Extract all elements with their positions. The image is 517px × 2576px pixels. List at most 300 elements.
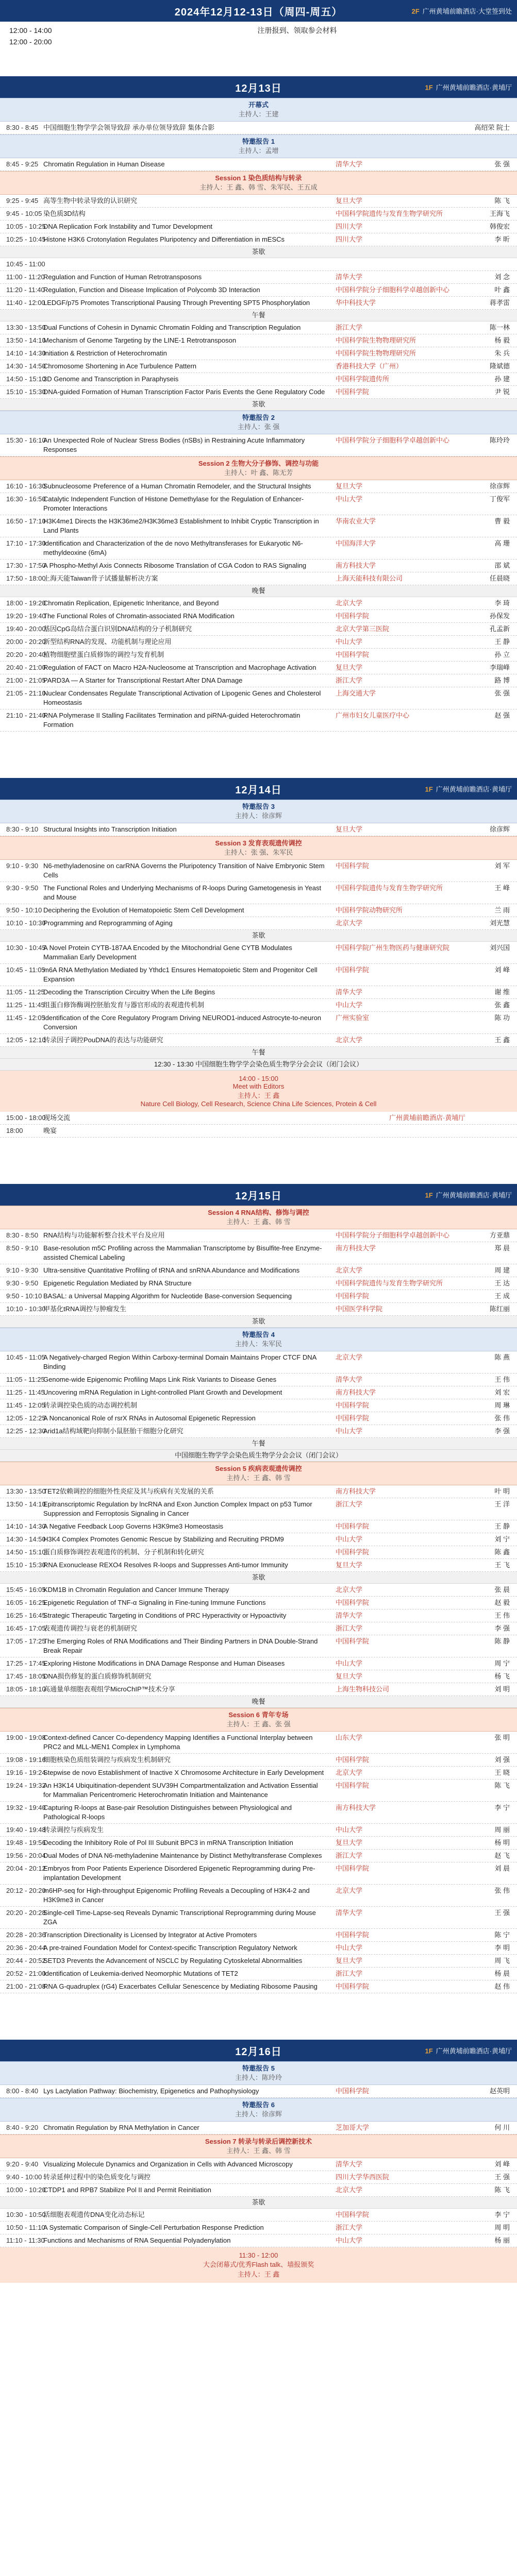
talk-time: 9:25 - 9:45 [6, 197, 39, 205]
talk-affiliation: 清华大学 [336, 1612, 363, 1619]
talk-row [0, 1546, 517, 1559]
talk-time: 16:05 - 16:25 [6, 1599, 46, 1606]
talk-row [0, 986, 517, 999]
talk-row [0, 1399, 517, 1412]
talk-speaker: 李 宁 [494, 1804, 510, 1811]
talk-row [0, 1780, 517, 1802]
talk-row [0, 709, 517, 732]
talk-time: 11:10 - 11:30 [6, 2236, 45, 2244]
talk-speaker: 赵 毅 [494, 1599, 510, 1606]
talk-affiliation: 中国科学院 [336, 1414, 370, 1422]
session-moderator: 主持人：王 鑫、韩 雪 [226, 1218, 291, 1226]
talk-speaker: 陈 飞 [494, 2186, 510, 2194]
day-header [0, 1184, 517, 1206]
talk-title: Context-defined Cancer Co-dependency Mapping Identifies a Functional Interplay between PRC2 and MLL-MEN1 Complex in Lymphoma [43, 1734, 313, 1751]
talk-title: An H3K14 Ubiquitination-dependent SUV39H Compartmentalization and Activation Essential for Mammalian Pericentromeric Heterochromatin Initiation and Maintenance [43, 1782, 318, 1799]
talk-title: Dual Functions of Cohesin in Dynamic Chromatin Folding and Transcription Regulation [43, 324, 301, 331]
talk-title: Regulation, Function and Disease Implication of Polycomb 3D Interaction [43, 286, 260, 294]
talk-row [0, 208, 517, 221]
talk-speaker: 叶 明 [494, 1487, 510, 1495]
talk-speaker: 朱 兵 [494, 349, 510, 357]
talk-row [0, 823, 517, 836]
talk-title: An Unexpected Role of Nuclear Stress Bodies (nSBs) in Restraining Acute Inflammatory Responses [43, 436, 305, 453]
talk-row [0, 360, 517, 373]
talk-time: 17:30 - 17:50 [6, 562, 46, 569]
talk-row [0, 284, 517, 297]
talk-row [0, 623, 517, 636]
talk-affiliation: 清华大学 [336, 1909, 363, 1917]
talk-title: Identification and Characterization of the de novo Methyltransferases for Eukaryotic N6-methyldeoxine (6mA) [43, 539, 303, 556]
talk-row [0, 1850, 517, 1862]
talk-affiliation: 华南农业大学 [336, 517, 376, 525]
talk-speaker: 徐彦辉 [489, 482, 510, 490]
talk-affiliation: 中国科学院 [336, 2211, 370, 2218]
talk-title: H3K4 Complex Promotes Genomic Rescue by Stabilizing and Recruiting PRDM9 [43, 1535, 284, 1543]
talk-row [0, 1498, 517, 1520]
talk-speaker: 叶 鑫 [494, 286, 510, 294]
talk-time: 20:12 - 20:20 [6, 1887, 46, 1894]
talk-title [38, 260, 331, 269]
talk-title: m6A RNA Methylation Mediated by Ythdc1 Ensures Hematopoietic Stem and Progenitor Cell Expansion [43, 966, 318, 983]
closing-time: 11:30 - 12:00 [239, 2251, 278, 2259]
talk-affiliation: 北京大学第三医院 [336, 625, 390, 633]
talk-time: 20:20 - 20:40 [6, 651, 46, 658]
session-header [0, 171, 517, 195]
talk-affiliation: 山东大学 [336, 1734, 363, 1741]
talk-speaker: 刘 峰 [494, 2160, 510, 2168]
talk-title: Transcription Directionality is Licensed by Integrator at Active Promoters [43, 1931, 257, 1939]
talk-title: Structural Insights into Transcription Initiation [43, 825, 177, 833]
talk-title: H3K4me1 Directs the H3K36me2/H3K36me3 Establishment to Inhibit Cryptic Transcription in Land Plants [43, 517, 319, 534]
talk-affiliation: 北京大学 [336, 919, 363, 927]
talk-speaker: 刘兴国 [489, 944, 510, 952]
talk-affiliation: 浙江大学 [336, 1970, 363, 1977]
talk-time: 16:25 - 16:45 [6, 1612, 46, 1619]
closing-title: 大会闭幕式/优秀Flash talk、墙报颁奖 [203, 2261, 314, 2268]
talk-row [0, 1635, 517, 1657]
day-date: 12月15日 [235, 1190, 282, 1202]
talk-speaker: 赵 飞 [494, 1852, 510, 1859]
talk-affiliation: 中国科学院 [336, 388, 370, 396]
talk-speaker: 李 强 [494, 1427, 510, 1435]
talk-affiliation: 中国科学院遗传所 [336, 375, 390, 383]
talk-affiliation: 中国科学院 [336, 1522, 370, 1530]
talk-time: 9:20 - 9:40 [6, 2160, 39, 2168]
talk-affiliation: 中国科学院 [336, 612, 370, 620]
talk-title: PARD3A — A Starter for Transcriptional Restart After DNA Damage [43, 676, 243, 684]
talk-time: 11:25 - 11:45 [6, 1388, 45, 1396]
talk-title: Chromatin Regulation by RNA Methylation in Cancer [43, 2124, 199, 2131]
talk-speaker: 赵 强 [494, 711, 510, 719]
day-date: 12月16日 [235, 2046, 282, 2058]
talk-title: Epitranscriptomic Regulation by lncRNA and Exon Junction Complex Impact on p53 Tumor Suppression and Ferroptosis Signaling in Cancer [43, 1500, 312, 1517]
talk-time: 20:44 - 20:52 [6, 1957, 46, 1964]
talk-speaker: 李 昕 [494, 235, 510, 243]
talk-affiliation: 中国科学院 [336, 1637, 370, 1645]
talk-title: Ultra-sensitive Quantitative Profiling of tRNA and snRNA Abundance and Modifications [43, 1266, 300, 1274]
talk-speaker: 陈 燕 [494, 1353, 510, 1361]
talk-row [0, 2222, 517, 2234]
talk-row [0, 1670, 517, 1683]
venue-name: 广州黄埔前瞻酒店·黄埔厅 [436, 785, 512, 793]
talk-title: 染色质3D结构 [43, 210, 86, 217]
talk-row [0, 964, 517, 986]
talk-speaker: 王 飞 [494, 1561, 510, 1569]
talk-time: 17:05 - 17:25 [6, 1637, 46, 1645]
session-header [0, 1206, 517, 1229]
lunch-note: 12:30 - 13:30 中国细胞生物学学会染色质生物学分会会议（闭门会议） [0, 1059, 517, 1071]
talk-title: Mechanism of Genome Targeting by the LINE-1 Retrotransposon [43, 336, 237, 344]
talk-time: 21:00 - 21:05 [6, 676, 46, 684]
session-moderator: 主持人：孟增 [238, 147, 279, 155]
talk-time: 11:05 - 11:25 [6, 988, 45, 996]
session-header [0, 836, 517, 860]
talk-title: The Functional Roles of Chromatin-associated RNA Modification [43, 612, 235, 620]
talk-speaker: 张 明 [494, 1734, 510, 1741]
talk-title: Strategic Therapeutic Targeting in Conditions of PRC Hyperactivity or Hypoactivity [43, 1612, 287, 1619]
talk-speaker: 张 强 [494, 689, 510, 697]
talk-row [0, 480, 517, 493]
talk-affiliation: 上海天能科技有限公司 [336, 574, 403, 582]
talk-title: Initiation & Restriction of Heterochromatin [43, 349, 167, 357]
talk-affiliation: 中国科学院 [336, 1401, 370, 1409]
talk-title: 上海天能Taiwan骨子试播量解析决方案 [43, 574, 158, 582]
talk-row [0, 1837, 517, 1850]
session-moderator: 主持人：王建 [238, 110, 279, 118]
talk-affiliation: 复旦大学 [336, 825, 363, 833]
day-section-1 [0, 0, 517, 50]
talk-title: 表观遗传调控与衰老的机制研究 [43, 1624, 138, 1632]
session-header [0, 2061, 517, 2085]
talk-row [0, 1657, 517, 1670]
talk-speaker: 李 琦 [494, 599, 510, 607]
talk-affiliation: 北京大学 [336, 1769, 363, 1776]
talk-row [0, 1277, 517, 1290]
talk-title: A Systematic Comparison of Single-Cell Perturbation Response Prediction [43, 2224, 264, 2231]
talk-time: 10:45 - 11:05 [6, 1353, 45, 1361]
talk-title: Subnucleosome Preference of a Human Chromatin Remodeler, and the Structural Insights [43, 482, 311, 490]
talk-time: 19:32 - 19:40 [6, 1804, 46, 1811]
session-title: Session 4 RNA结构、修饰与调控 [208, 1209, 309, 1216]
talk-affiliation: 清华大学 [336, 273, 363, 281]
talk-affiliation: 四川大学华西医院 [336, 2173, 390, 2181]
talk-row [0, 674, 517, 687]
talk-speaker: 徐彦辉 [489, 825, 510, 833]
talk-row [0, 649, 517, 662]
talk-speaker: 王海飞 [489, 210, 510, 217]
talk-speaker: 刘 宏 [494, 1388, 510, 1396]
talk-row [0, 158, 517, 171]
talk-affiliation: 北京大学 [336, 2186, 363, 2194]
venue-name: 广州黄埔前瞻酒店·黄埔厅 [436, 2047, 512, 2055]
talk-speaker: 杨 毅 [494, 336, 510, 344]
talk-affiliation: 北京大学 [336, 1036, 363, 1044]
talk-affiliation: 中国科学院 [336, 1865, 370, 1872]
talk-time: 8:30 - 9:10 [6, 825, 39, 833]
talk-affiliation: 南方科技大学 [336, 562, 376, 569]
field-title: 现场交流 [43, 1114, 71, 1122]
talk-row [0, 1425, 517, 1438]
talk-title: Programming and Reprogramming of Aging [43, 919, 173, 927]
talk-row [0, 1907, 517, 1929]
talk-row [0, 1303, 517, 1316]
dinner-title: 晚宴 [43, 1127, 57, 1134]
talk-title: 组蛋白修饰酶调控胚胎发育与器官形成的表观遗传机制 [43, 1001, 205, 1009]
session-moderator: 主持人：张 强、朱军民 [224, 849, 293, 856]
session-header [0, 1328, 517, 1351]
talk-time: 11:05 - 11:25 [6, 1376, 45, 1383]
talk-time: 19:40 - 19:48 [6, 1826, 46, 1834]
talk-title: Regulation and Function of Human Retrotransposons [43, 273, 202, 281]
talk-speaker [463, 260, 517, 269]
talk-affiliation: 南方科技大学 [336, 1244, 376, 1252]
talk-affiliation: 清华大学 [336, 2160, 363, 2168]
talk-row [0, 2171, 517, 2184]
talk-title: LEDGF/p75 Promotes Transcriptional Pausing Through Preventing SPT5 Phosphorylation [43, 299, 310, 307]
talk-affiliation: 上海生物科技公司 [336, 1685, 390, 1693]
session-title: 特邀报告 2 [242, 414, 275, 421]
break-row: 晚餐 [0, 585, 517, 597]
session-moderator: 主持人：朱军民 [235, 1340, 282, 1348]
talk-row [0, 493, 517, 515]
talk-time: 19:20 - 19:40 [6, 612, 46, 620]
talk-time: 14:10 - 14:30 [6, 349, 46, 357]
talk-speaker: 路 博 [494, 676, 510, 684]
talk-speaker: 张 伟 [494, 1414, 510, 1422]
talk-row [0, 434, 517, 456]
talk-affiliation: 中国医学科学院 [336, 1305, 383, 1313]
talk-row [0, 515, 517, 537]
talk-title: 转录因子调控PouDNA的表达与功能研究 [43, 1036, 163, 1044]
talk-affiliation: 中国科学院 [336, 862, 370, 870]
talk-row [0, 904, 517, 917]
talk-affiliation: 中国科学院遗传与发育生物学研究所 [336, 884, 443, 892]
editors-time: 14:00 - 15:00 [239, 1075, 278, 1082]
talk-row [0, 1559, 517, 1572]
talk-title: Chromatin Replication, Epigenetic Inheritance, and Beyond [43, 599, 219, 607]
talk-speaker: 张 伟 [494, 1887, 510, 1894]
talk-time: 8:50 - 9:10 [6, 1244, 39, 1252]
talk-title: 3D Genome and Transcription in Paraphyseis [43, 375, 179, 383]
field-venue: 广州黄埔前瞻酒店·黄埔厅 [389, 1114, 465, 1122]
talk-time: 12:05 - 12:10 [6, 1036, 46, 1044]
session-title: Session 1 染色质结构与转录 [215, 174, 302, 182]
talk-title: A Negative Feedback Loop Governs H3K9me3 Homeostasis [43, 1522, 224, 1530]
venue-name: 广州黄埔前瞻酒店·黄埔厅 [436, 83, 512, 92]
day-date: 12月14日 [235, 784, 282, 796]
break-row: 茶歇 [0, 246, 517, 258]
talk-speaker: 李 宁 [494, 2211, 510, 2218]
talk-speaker: 曹 毅 [494, 517, 510, 525]
talk-speaker: 赵 伟 [494, 1982, 510, 1990]
talk-row [0, 297, 517, 310]
talk-row [0, 662, 517, 674]
talk-affiliation: 中山大学 [336, 1826, 363, 1834]
talk-time: 14:50 - 15:10 [6, 375, 46, 383]
talk-title: Histone H3K6 Crotonylation Regulates Pluripotency and Differentiation in mESCs [43, 235, 285, 243]
talk-affiliation [331, 123, 463, 132]
talk-row [0, 1290, 517, 1303]
venue-label: 2F 广州黄埔前瞻酒店·大堂签到处 [411, 7, 512, 15]
talk-title: 植物细胞壁蛋白质修饰的调控与发育机制 [43, 651, 164, 658]
talk-time: 9:10 - 9:30 [6, 1266, 39, 1274]
break-row: 茶歇 [0, 399, 517, 411]
talk-title: BASAL: a Universal Mapping Algorithm for Nucleotide Base-conversion Sequencing [43, 1292, 292, 1300]
talk-row [0, 2158, 517, 2171]
day-section-5 [0, 2040, 517, 2283]
talk-title: Dual Modes of DNA N6-methyladenine Maintenance by Distinct Methyltransferase Complexes [43, 1852, 322, 1859]
talk-speaker: 周 飞 [494, 1957, 510, 1964]
session-title: 特邀报告 4 [242, 1331, 275, 1338]
talk-time: 14:30 - 14:50 [6, 1535, 46, 1543]
talk-row [0, 347, 517, 360]
talk-affiliation: 复旦大学 [336, 1839, 363, 1846]
talk-affiliation: 浙江大学 [336, 2224, 363, 2231]
break-row: 茶歇 [0, 930, 517, 942]
talk-row [0, 1584, 517, 1597]
talk-time: 10:10 - 10:30 [6, 1305, 46, 1313]
talk-time: 8:40 - 9:20 [6, 2124, 39, 2131]
talk-time: 20:20 - 20:28 [6, 1909, 46, 1917]
talk-title: Visualizing Molecule Dynamics and Organization in Cells with Advanced Microscopy [43, 2160, 293, 2168]
talk-speaker: 周 丽 [494, 1826, 510, 1834]
talk-title: Embryos from Poor Patients Experience Disordered Epigenetic Reprogramming during Pre-implantation Development [43, 1865, 315, 1882]
talk-affiliation: 中国科学院 [336, 2087, 370, 2095]
talk-row [0, 572, 517, 585]
talk-affiliation: 中国科学院 [336, 1548, 370, 1556]
break-row: 午餐 [0, 310, 517, 321]
talk-time: 10:45 - 11:00 [6, 260, 45, 268]
talk-row [0, 2234, 517, 2247]
talk-affiliation: 中国科学院 [336, 1982, 370, 1990]
talk-row [0, 1862, 517, 1885]
talk-row [0, 1012, 517, 1034]
talk-affiliation: 中山大学 [336, 1659, 363, 1667]
talk-row [0, 1683, 517, 1696]
talk-title: Single-cell Time-Lapse-seq Reveals Dynamic Transcriptional Reprogramming during Mouse ZGA [43, 1909, 316, 1926]
talk-time: 8:00 - 8:40 [6, 2087, 39, 2095]
talk-time: 12:05 - 12:25 [6, 1414, 46, 1422]
talk-time: 19:24 - 19:32 [6, 1782, 46, 1789]
talk-time: 17:45 - 18:05 [6, 1672, 46, 1680]
talk-title: The Functional Roles and Underlying Mechanisms of R-loops During Gametogenesis in Yeast and Mouse [43, 884, 322, 901]
talk-row [0, 560, 517, 572]
session-header [0, 134, 517, 158]
talk-time: 19:00 - 19:08 [6, 1734, 46, 1741]
talk-time: 16:45 - 17:05 [6, 1624, 46, 1632]
talk-title: CTDP1 and RPB7 Stabilize Pol II and Permit Reinitiation [43, 2186, 211, 2194]
talk-time: 9:50 - 10:10 [6, 1292, 42, 1300]
talk-speaker: 陈 静 [494, 1637, 510, 1645]
talk-title: Identification of Leukemia-derived Neomorphic Mutations of TET2 [43, 1970, 238, 1977]
session-title: 特邀报告 6 [242, 2101, 275, 2109]
talk-affiliation: 南方科技大学 [336, 1388, 376, 1396]
session-title: Session 7 转录与转录后调控新技术 [205, 2138, 312, 2145]
talk-affiliation: 华中科技大学 [336, 299, 376, 307]
talk-title: RNA G-quadruplex (rG4) Exacerbates Cellular Senescence by Mediating Ribosome Pausing [43, 1982, 318, 1990]
talk-title: Base-resolution m5C Profiling across the Mammalian Transcriptome by Bisulfite-free Enzyme-assisted Chemical Labeling [43, 1244, 322, 1261]
talk-speaker: 孙保发 [489, 612, 510, 620]
talk-speaker: 王 强 [494, 2173, 510, 2181]
talk-time: 21:10 - 21:40 [6, 711, 46, 719]
talk-speaker: 张 晨 [494, 1586, 510, 1594]
talk-time: 10:30 - 10:45 [6, 944, 46, 952]
talk-time: 15:30 - 16:10 [6, 436, 46, 444]
break-row: 茶歇 [0, 2197, 517, 2209]
talk-title: 转录调控染色质的动态调控机制 [43, 1401, 138, 1409]
talk-speaker: 刘 明 [494, 1685, 510, 1693]
session-title: 特邀报告 5 [242, 2064, 275, 2072]
talk-time: 8:45 - 9:25 [6, 160, 39, 168]
talk-row [0, 122, 517, 134]
session-moderator: 主持人：张 强 [237, 423, 280, 431]
session-header [0, 98, 517, 122]
talk-row [0, 1264, 517, 1277]
talk-title: 甲基化tRNA调控与肿瘤发生 [43, 1305, 127, 1313]
talk-row [0, 1767, 517, 1780]
talk-affiliation: 中国科学院 [336, 1292, 370, 1300]
talk-affiliation: 北京大学 [336, 1266, 363, 1274]
day-header [0, 0, 517, 22]
talk-title: A Phospho-Methyl Axis Connects Ribosome Translation of CGA Codon to RAS Signaling [43, 562, 307, 569]
editors-journals: Nature Cell Biology, Cell Research, Science China Life Sciences, Protein & Cell [140, 1100, 377, 1108]
talk-title: SETD3 Prevents the Advancement of NSCLC by Regulating Cytoskeletal Abnormalities [43, 1957, 303, 1964]
talk-time: 10:10 - 10:30 [6, 919, 46, 927]
talk-row [0, 1885, 517, 1907]
session-title: Session 2 生物大分子修饰、调控与功能 [198, 460, 319, 467]
session-header [0, 456, 517, 480]
talk-time: 19:56 - 20:04 [6, 1852, 46, 1859]
session-title: Session 6 青年专场 [228, 1711, 289, 1719]
talk-speaker: 王 峰 [494, 884, 510, 892]
talk-row [0, 1034, 517, 1047]
talk-title: Stepwise de novo Establishment of Inactive X Chromosome Architecture in Early Development [43, 1769, 324, 1776]
break-row: 茶歇 [0, 1316, 517, 1328]
talk-affiliation: 复旦大学 [336, 1561, 363, 1569]
talk-affiliation: 中国科学院 [336, 1931, 370, 1939]
talk-row [0, 195, 517, 208]
session-header [0, 411, 517, 434]
talk-time: 19:40 - 20:00 [6, 625, 46, 633]
talk-affiliation: 南方科技大学 [336, 1804, 376, 1811]
talk-affiliation: 浙江大学 [336, 324, 363, 331]
talk-row [0, 1802, 517, 1824]
talk-row [0, 1386, 517, 1399]
dinner-time: 18:00 [6, 1127, 23, 1134]
talk-time: 16:50 - 17:10 [6, 517, 46, 525]
talk-speaker: 刘 强 [494, 1756, 510, 1764]
day-date: 2024年12月12-13日（周四-周五） [174, 6, 343, 18]
day-section-3 [0, 778, 517, 1138]
talk-time: 20:00 - 20:20 [6, 638, 46, 646]
talk-time: 13:50 - 14:10 [6, 1500, 46, 1508]
talk-time: 10:50 - 11:10 [6, 2224, 45, 2231]
talk-title: Decoding the Inhibitory Role of Pol III Subunit BPC3 in mRNA Transcription Initiation [43, 1839, 293, 1846]
talk-time: 11:45 - 12:05 [6, 1401, 45, 1409]
field-time: 15:00 - 18:00 [6, 1114, 46, 1122]
talk-affiliation: 浙江大学 [336, 1852, 363, 1859]
talk-affiliation: 中国科学院分子细胞科学卓越创新中心 [336, 436, 450, 444]
registration-block: 12:00 - 14:00 注册报到、领取参会材料 12:00 - 20:00 [9, 26, 337, 46]
talk-row [0, 1597, 517, 1609]
talk-affiliation: 广州市妇女儿童医疗中心 [336, 711, 410, 719]
session-moderator: 主持人：王 鑫、韩 雪 [226, 2147, 291, 2155]
talk-title: 高通量单细胞表观组学MicroChIP™技术分享 [43, 1685, 175, 1693]
talk-row [0, 1374, 517, 1386]
talk-row [0, 999, 517, 1012]
talk-title: Epigenetic Regulation Mediated by RNA Structure [43, 1279, 192, 1287]
talk-row [0, 882, 517, 904]
